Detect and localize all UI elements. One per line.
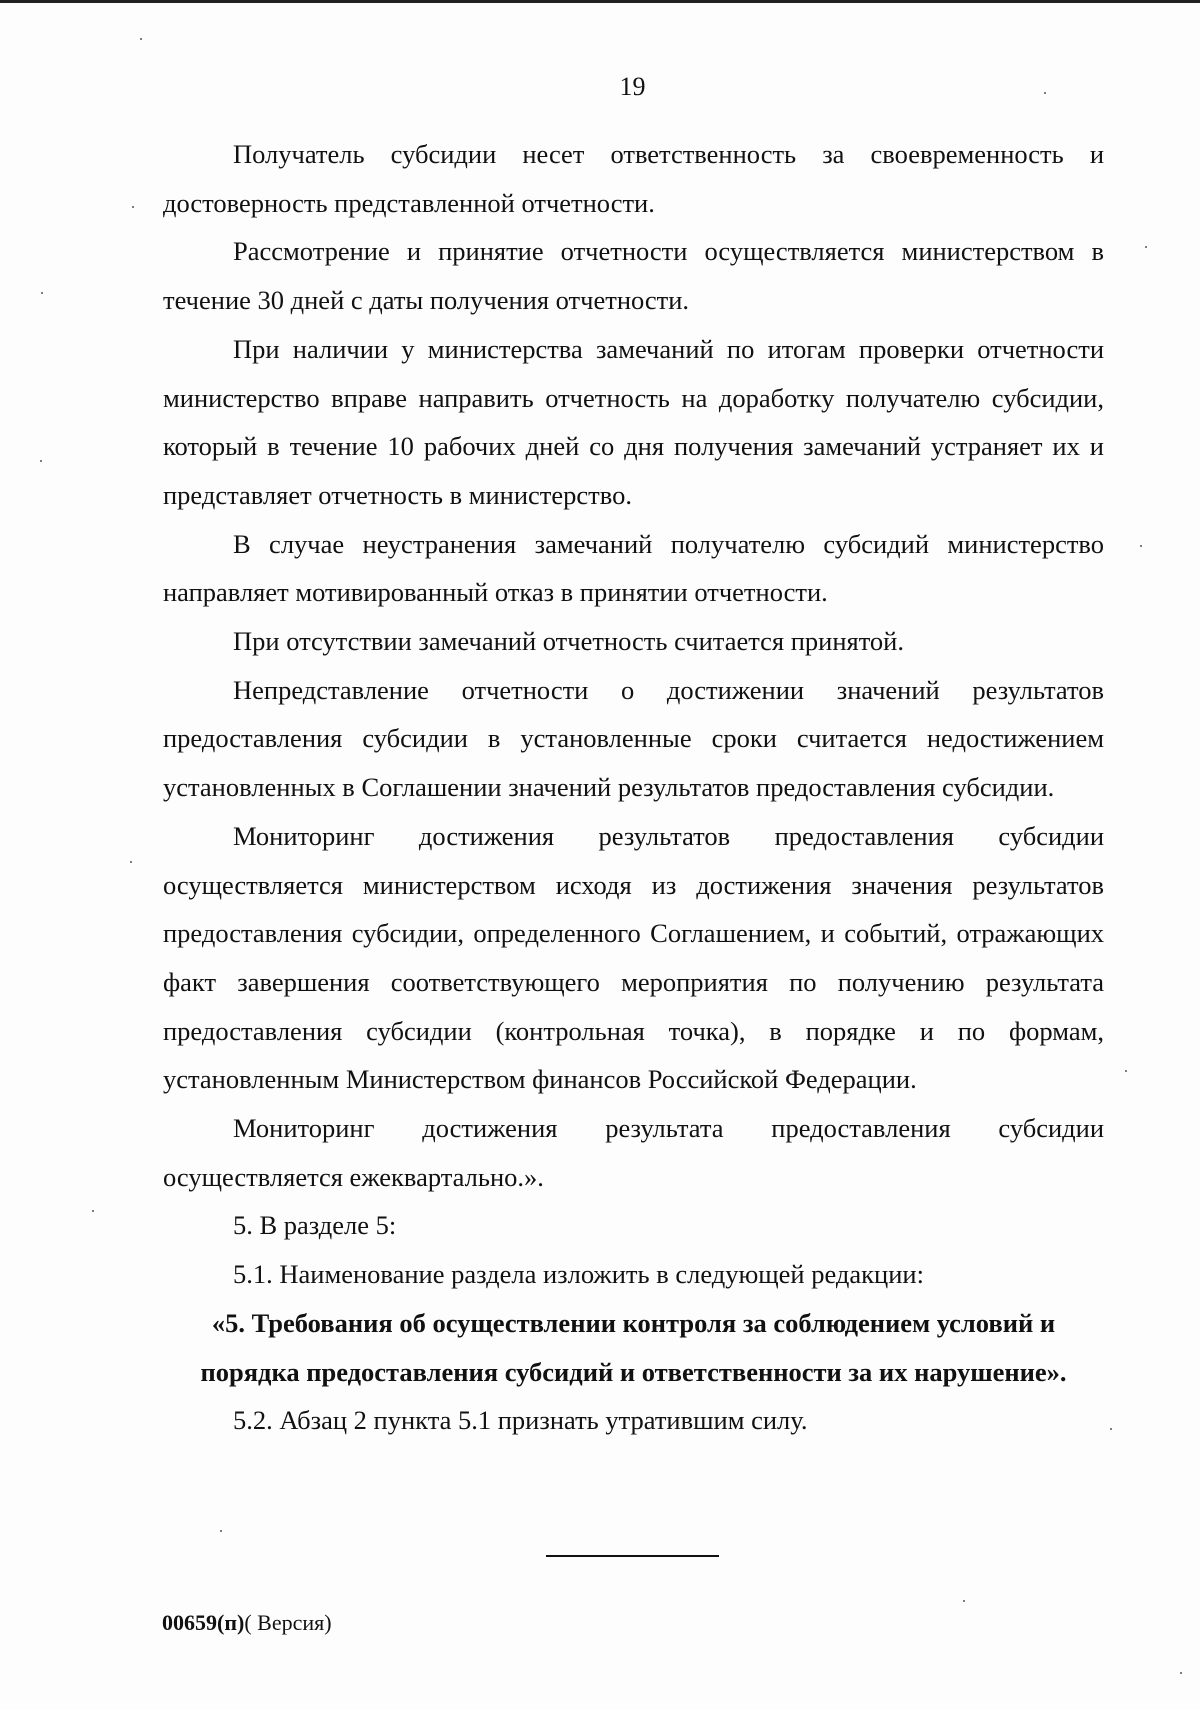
document-version: ( Версия)	[244, 1610, 332, 1635]
paragraph: При отсутствии замечаний отчетность считается принятой.	[233, 626, 904, 657]
document-body	[163, 130, 1104, 1445]
section-heading-line: порядка предоставления субсидий и ответственности за их нарушение».	[200, 1356, 1067, 1387]
scan-speck	[1180, 1672, 1182, 1674]
scan-speck	[1110, 1428, 1112, 1430]
section-heading	[163, 1299, 1104, 1396]
document-code: 00659(п)	[162, 1610, 245, 1635]
scan-speck	[41, 292, 43, 294]
page-number: 19	[619, 72, 646, 101]
paragraph: Получатель субсидии несет ответственность за своевременность и достоверность представленной отчетности.	[163, 139, 1104, 218]
scan-speck	[1145, 246, 1147, 248]
section-heading-line: «5. Требования об осуществлении контроля за соблюдением условий и	[211, 1307, 1056, 1338]
scan-speck	[220, 1530, 222, 1532]
paragraph: Мониторинг достижения результатов предоставления субсидии осуществляется министерством исходя из достижения значения результатов предоставления субсидии, определенного Соглашением, и событий, отражающих факт завершения соответствующего мероприятия по получению результата предоставления субсидии (контрольная точка), в порядке и по формам, установленным Министерством финансов Российской Федерации.	[163, 820, 1104, 1095]
paragraph: При наличии у министерства замечаний по итогам проверки отчетности министерство вправе направить отчетность на доработку получателю субсидии, который в течение 10 рабочих дней со дня получения замечаний устраняет их и представляет отчетность в министерство.	[163, 333, 1104, 510]
paragraph: 5.1. Наименование раздела изложить в следующей редакции:	[233, 1259, 924, 1290]
scan-speck	[130, 861, 132, 863]
scan-speck	[1125, 1070, 1127, 1072]
paragraph: Непредставление отчетности о достижении значений результатов предоставления субсидии в установленные сроки считается недостижением установленных в Соглашении значений результатов предоставления субсидии.	[163, 674, 1104, 803]
paragraph: Мониторинг достижения результата предоставления субсидии осуществляется ежеквартально.».	[163, 1113, 1104, 1192]
scan-speck	[92, 1210, 94, 1212]
document-footer	[162, 1610, 332, 1636]
scan-speck	[40, 460, 42, 462]
end-divider	[546, 1555, 719, 1557]
scan-speck	[132, 206, 134, 208]
paragraph: 5. В разделе 5:	[233, 1210, 397, 1241]
paragraph: В случае неустранения замечаний получателю субсидий министерство направляет мотивированный отказ в принятии отчетности.	[163, 528, 1104, 608]
scan-speck	[1140, 545, 1142, 547]
scan-speck	[1044, 92, 1046, 94]
page-top-edge	[0, 0, 1200, 3]
scan-speck	[140, 38, 142, 40]
final-paragraph: 5.2. Абзац 2 пункта 5.1 признать утратившим силу.	[233, 1405, 808, 1436]
paragraph: Рассмотрение и принятие отчетности осуществляется министерством в течение 30 дней с даты получения отчетности.	[163, 236, 1104, 316]
scan-speck	[963, 1600, 965, 1602]
